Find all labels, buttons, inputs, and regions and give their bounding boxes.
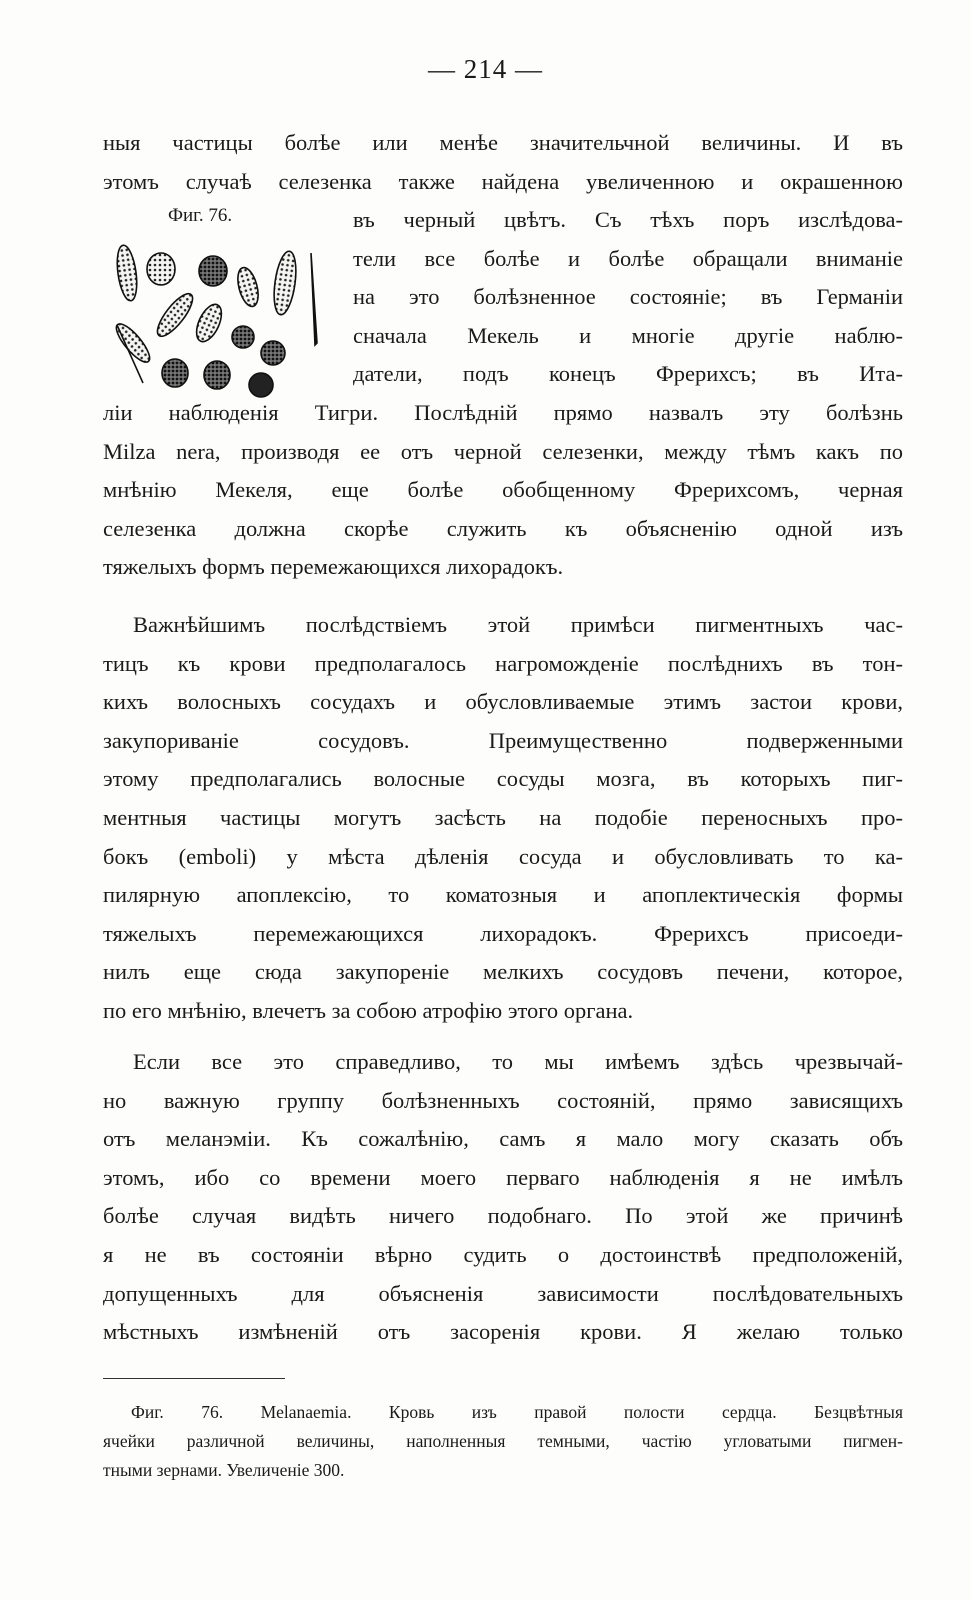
text-line: тяжелыхъ формъ перемежающихся лихорадокъ. (103, 554, 564, 580)
text-line: сначала Мекель и многіе другіе наблю- (353, 322, 903, 348)
page-number: — 214 — (428, 54, 543, 84)
text-line: ныя частицы болѣе или менѣе значительчной величины. И въ (103, 130, 903, 155)
main-text-top (103, 124, 903, 201)
main-text-wrap (353, 201, 903, 394)
text-line: въ черный цвѣтъ. Съ тѣхъ поръ изслѣдова- (353, 207, 903, 232)
text-line: кихъ волосныхъ сосудахъ и обусловливаемые этимъ застои крови, (103, 689, 903, 715)
figure-76 (103, 205, 343, 405)
footnote-line: тными зернами. Увеличеніе 300. (103, 1460, 345, 1480)
text-line: мнѣнію Мекеля, еще болѣе обобщенному Фрерихсомъ, черная (103, 477, 903, 503)
text-line: закупориваніе сосудовъ. Преимущественно подверженными (103, 727, 903, 753)
text-line: нилъ еще сюда закупореніе мелкихъ сосудовъ печени, которое, (103, 959, 903, 985)
footnote-line: ячейки различной величины, наполненныя темными, частію угловатыми пигмен- (103, 1431, 903, 1451)
text-line: Важнѣйшимъ послѣдствіемъ этой примѣси пигментныхъ час- (133, 612, 903, 637)
text-line: Если все это справедливо, то мы имѣемъ здѣсь чрезвычай- (133, 1049, 903, 1074)
text-line: этому предполагались волосные сосуды мозга, въ которыхъ пиг- (103, 766, 903, 792)
text-line: тицъ къ крови предполагалось нагроможденіе послѣднихъ въ тон- (103, 650, 903, 676)
text-line: мѣстныхъ измѣненій отъ засоренія крови. Я желаю только (103, 1319, 903, 1345)
text-line: датели, подъ конецъ Фрерихсъ; въ Ита- (353, 361, 903, 387)
text-line: я не въ состояніи вѣрно судить о достоинствѣ предположеній, (103, 1241, 903, 1267)
text-line: этомъ случаѣ селезенка также найдена увеличенною и окрашенною (103, 168, 903, 194)
text-line: на это болѣзненное состояніе; въ Германіи (353, 284, 903, 310)
text-line: болѣе случая видѣть ничего подобнаго. По этой же причинѣ (103, 1203, 903, 1229)
footnote-line: Фиг. 76. Melanaemia. Кровь изъ правой полости сердца. Безцвѣтныя (131, 1402, 903, 1422)
text-line: тели все болѣе и болѣе обращали вниманіе (353, 245, 903, 271)
text-line: Milza nera, производя ее отъ черной селезенки, между тѣмъ какъ по (103, 438, 903, 464)
text-line: ліи наблюденія Тигри. Послѣдній прямо назвалъ эту болѣзнь (103, 400, 903, 425)
text-line: ментныя частицы могутъ засѣсть на подобіе переносныхъ про- (103, 804, 903, 830)
text-line: бокъ (emboli) у мѣста дѣленія сосуда и обусловливать то ка- (103, 843, 903, 869)
paragraph-2 (103, 606, 903, 1031)
main-text-after (103, 394, 903, 587)
text-line: допущенныхъ для объясненія зависимости послѣдовательныхъ (103, 1280, 903, 1306)
text-line: по его мнѣнію, влечетъ за собою атрофію этого органа. (103, 997, 634, 1023)
text-line: пилярную апоплексію, то коматозныя и апоплектическія формы (103, 882, 903, 908)
footnote-divider (103, 1378, 285, 1379)
footnote (103, 1398, 903, 1485)
text-line: этомъ, ибо со времени моего перваго наблюденія я не имѣлъ (103, 1164, 903, 1190)
figure-label: Фиг. 76. (168, 205, 233, 226)
text-line: но важную группу болѣзненныхъ состояній, прямо зависящихъ (103, 1087, 903, 1113)
paragraph-3 (103, 1043, 903, 1352)
text-line: селезенка должна скорѣе служить къ объясненію одной изъ (103, 515, 903, 541)
text-line: отъ меланэміи. Къ сожалѣнію, самъ я мало могу сказать объ (103, 1126, 903, 1152)
text-line: тяжелыхъ перемежающихся лихорадокъ. Фрерихсъ присоеди- (103, 920, 903, 946)
